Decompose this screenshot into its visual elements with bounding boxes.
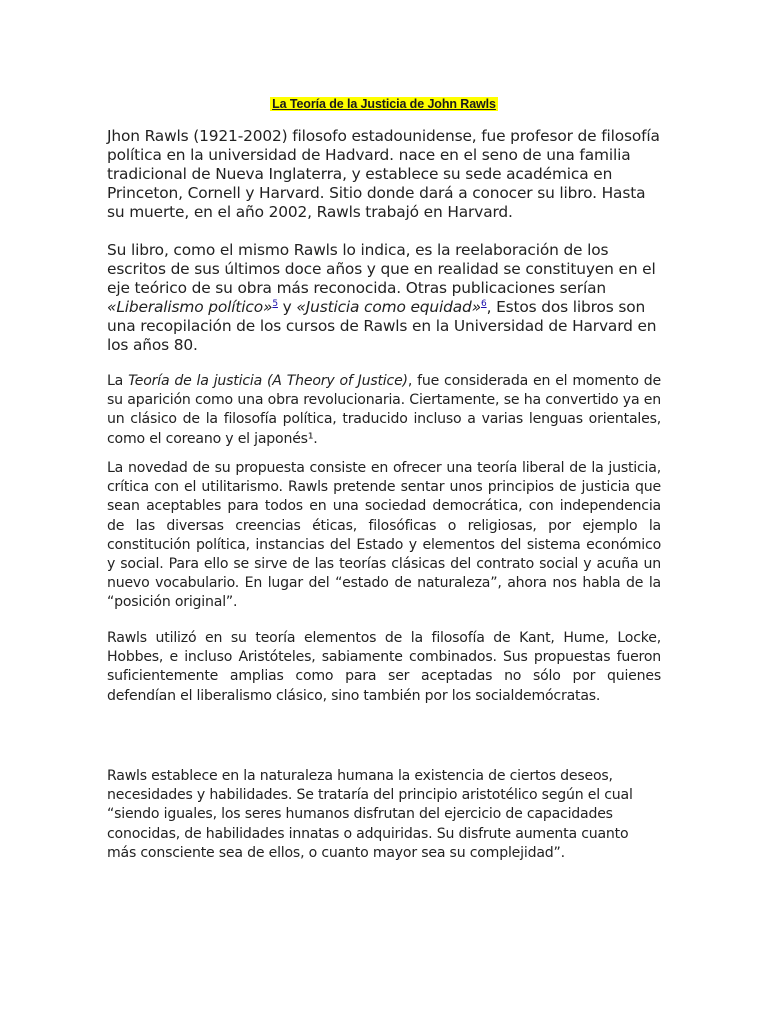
paragraph-novelty: La novedad de su propuesta consiste en ofrecer una teoría liberal de la justicia, crítica con el utilitarismo. Rawls pretende sentar unos principios de justicia que sean aceptables para todos en una sociedad democrática, con independencia de las diversas creencias éticas, filosóficas o religiosas, por ejemplo la constitución política, instancias del Estado y elementos del sistema económico y social. Para ello se sirve de las teorías clásicas del contrato social y acuña un nuevo vocabulario. En lugar del “estado de naturaleza”, ahora nos habla de la “posición original”. [107, 460, 661, 611]
book-justicia-como-equidad: «Justicia como equidad» [296, 298, 482, 316]
title-wrapper [0, 93, 768, 112]
theory-text-start: La [107, 373, 129, 389]
document-title: La Teoría de la Justicia de John Rawls [272, 97, 496, 111]
theory-text-end: , fue considerada en el momento de su aparición como una obra revolucionaria. Ciertamente, se ha convertido ya en un clásico de la filosofía política, traducido incluso a varias lenguas orientales, como el coreano y el japonés¹. [107, 373, 662, 447]
publications-text: Su libro, como el mismo Rawls lo indica, es la reelaboración de los escritos de sus últimos doce años y que en realidad se constituyen en el eje teórico de su obra más reconocida. Otras publicaciones serían [107, 241, 656, 297]
book-teoria-de-la-justicia: Teoría de la justicia (A Theory of Justice) [128, 373, 408, 389]
footnote-link-5[interactable]: 5 [272, 298, 278, 309]
footnote-link-6[interactable]: 6 [481, 298, 487, 309]
paragraph-human-nature: Rawls establece en la naturaleza humana la existencia de ciertos deseos, necesidades y habilidades. Se trataría del principio aristotélico según el cual “siendo iguales, los seres humanos disfrutan del ejercicio de capacidades conocidas, de habilidades innatas o adquiridas. Su disfrute aumenta cuanto más consciente sea de ellos, o cuanto mayor sea su complejidad”. [107, 768, 633, 861]
book-liberalismo-politico: «Liberalismo político» [107, 298, 273, 316]
paragraph-theory [107, 372, 661, 449]
publications-text-end: , Estos dos libros son una recopilación de los cursos de Rawls en la Universidad de Harvard en los años 80. [107, 298, 657, 354]
conjunction-text: y [277, 298, 297, 316]
paragraph-influences: Rawls utilizó en su teoría elementos de la filosofía de Kant, Hume, Locke, Hobbes, e incluso Aristóteles, sabiamente combinados. Sus propuestas fueron suficientemente amplias como para ser aceptadas no sólo por quienes defendían el liberalismo clásico, sino también por los socialdemócratas. [107, 630, 661, 704]
paragraph-publications [107, 241, 661, 355]
paragraph-biography: Jhon Rawls (1921-2002) filosofo estadounidense, fue profesor de filosofía política en la universidad de Hadvard. nace en el seno de una familia tradicional de Nueva Inglaterra, y establece su sede académica en Princeton, Cornell y Harvard. Sitio donde dará a conocer su libro. Hasta su muerte, en el año 2002, Rawls trabajó en Harvard. [107, 127, 660, 221]
